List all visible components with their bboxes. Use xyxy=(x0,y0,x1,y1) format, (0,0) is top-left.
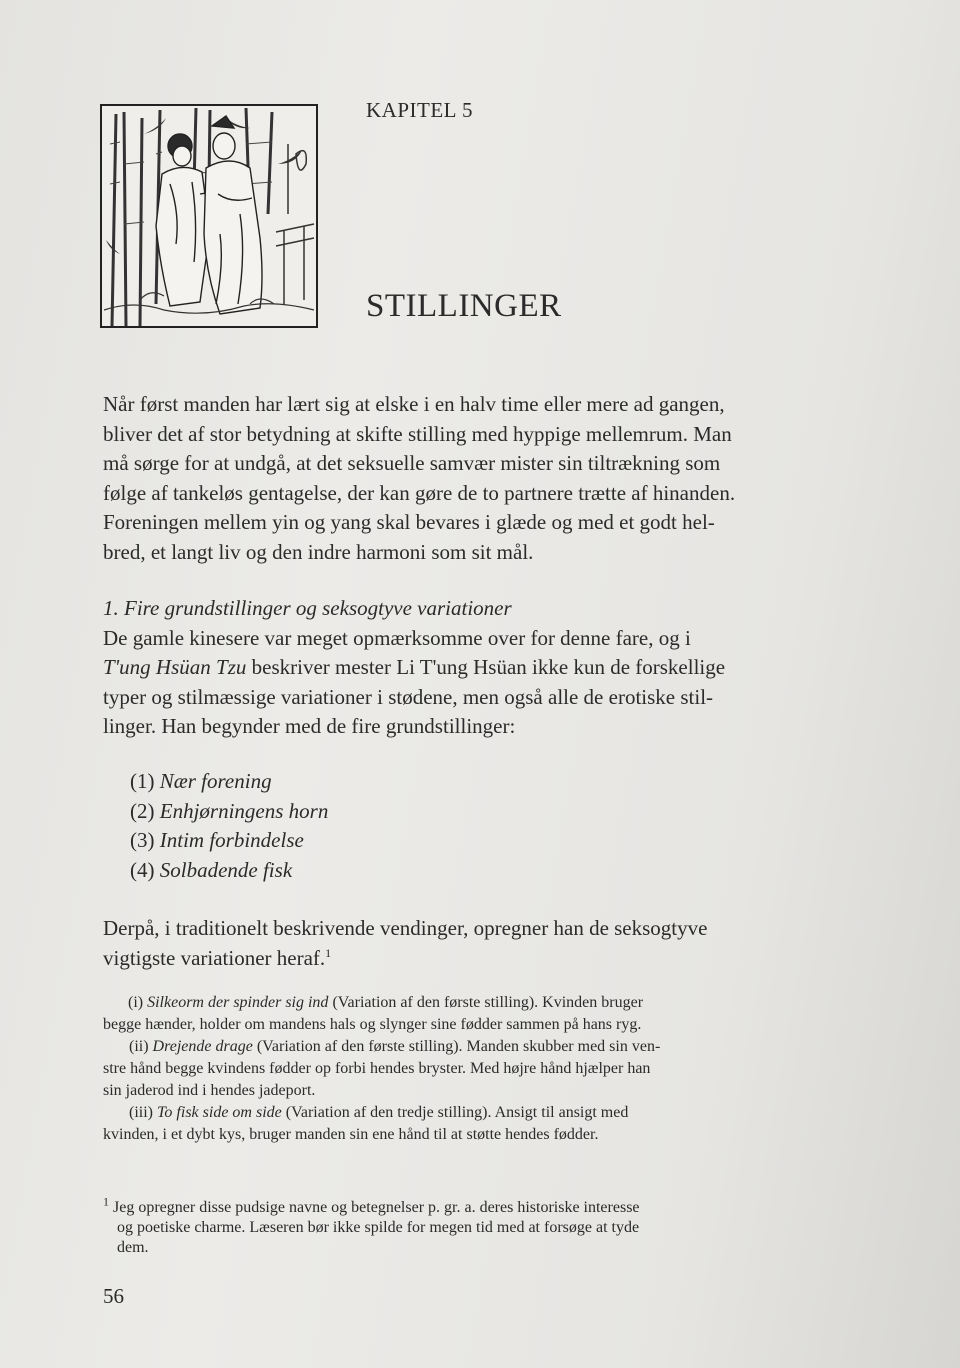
variation-text: (Variation af den første stilling). Manden skubber med sin ven- xyxy=(252,1038,661,1055)
chapter-title: STILLINGER xyxy=(366,288,562,324)
variations-list xyxy=(103,992,803,1146)
variation-name: To fisk side om side xyxy=(157,1104,282,1121)
intro-paragraph xyxy=(103,390,815,568)
text-line: Foreningen mellem yin og yang skal bevares i glæde og med et godt hel- xyxy=(103,510,715,535)
variation-line: begge hænder, holder om mandens hals og slynger sine fødder sammen på hans ryg. xyxy=(103,1016,642,1033)
item-name: Intim forbindelse xyxy=(159,828,304,852)
variation-text: (Variation af den tredje stilling). Ansigt til ansigt med xyxy=(281,1104,629,1121)
footnote-line: og poetiske charme. Læseren bør ikke spilde for megen tid med at forsøge at tyde xyxy=(117,1219,640,1236)
text-line: bliver det af stor betydning at skifte stilling med hyppige mellemrum. Man xyxy=(103,421,732,446)
chapter-label: KAPITEL 5 xyxy=(366,98,473,122)
item-number: (3) xyxy=(130,828,160,852)
list-item xyxy=(130,797,328,827)
section-paragraph xyxy=(103,594,815,742)
list-item xyxy=(130,826,328,856)
variation-line xyxy=(103,1102,803,1124)
text-line xyxy=(103,944,815,974)
text-span: beskriver mester Li T'ung Hsüan ikke kun de forskellige xyxy=(246,655,726,680)
text-line: Når først manden har lært sig at elske i en halv time eller mere ad gangen, xyxy=(103,392,725,416)
item-name: Nær forening xyxy=(159,769,272,793)
text-line: følge af tankeløs gentagelse, der kan gøre de to partnere trætte af hinanden. xyxy=(103,480,736,505)
footnote-line xyxy=(103,1194,803,1218)
variation-number: (i) xyxy=(128,994,148,1011)
list-item xyxy=(130,767,328,797)
text-line: bred, et langt liv og den indre harmoni som sit mål. xyxy=(103,539,534,564)
variation-name: Silkeorm der spinder sig ind xyxy=(147,994,329,1011)
variation-number: (iii) xyxy=(129,1104,157,1121)
variation-line: sin jaderod ind i hendes jadeport. xyxy=(103,1082,316,1099)
footnote-line: dem. xyxy=(117,1239,149,1256)
list-item xyxy=(130,856,328,886)
text-line: De gamle kinesere var meget opmærksomme over for denne fare, og i xyxy=(103,625,691,650)
after-list-paragraph xyxy=(103,914,815,973)
item-name: Solbadende fisk xyxy=(159,857,293,882)
footnote-reference[interactable]: 1 xyxy=(325,945,332,960)
woodcut-illustration xyxy=(100,104,318,328)
variation-line: stre hånd begge kvindens fødder op forbi hendes bryster. Med højre hånd hjælper han xyxy=(103,1060,651,1077)
text-line: linger. Han begynder med de fire grundstillinger: xyxy=(103,714,516,739)
variation-line: kvinden, i et dybt kys, bruger manden sin ene hånd til at støtte hendes fødder. xyxy=(103,1126,599,1143)
footnote-text: Jeg opregner disse pudsige navne og betegnelser p. gr. a. deres historiske interesse xyxy=(109,1199,640,1216)
footnote xyxy=(103,1194,803,1258)
text-line: må sørge for at undgå, at det seksuelle samvær mister sin tiltrækning som xyxy=(103,451,721,476)
variation-text: (Variation af den første stilling). Kvinden bruger xyxy=(328,994,644,1011)
variation-line xyxy=(103,992,803,1014)
basic-positions-list xyxy=(130,767,328,885)
item-name: Enhjørningens horn xyxy=(159,798,329,823)
variation-line xyxy=(103,1036,803,1058)
text-line xyxy=(103,653,815,683)
item-number: (2) xyxy=(130,798,160,823)
text-span: vigtigste variationer heraf. xyxy=(103,945,326,970)
variation-name: Drejende drage xyxy=(152,1038,253,1055)
item-number: (4) xyxy=(130,857,160,882)
text-line: Derpå, i traditionelt beskrivende vendinger, opregner han de seksogtyve xyxy=(103,916,708,940)
footnote-marker: 1 xyxy=(103,1194,109,1209)
page-number: 56 xyxy=(103,1284,124,1308)
book-title: T'ung Hsüan Tzu xyxy=(103,655,247,680)
variation-number: (ii) xyxy=(129,1038,153,1055)
item-number: (1) xyxy=(130,769,160,793)
text-line: typer og stilmæssige variationer i stødene, men også alle de erotiske stil- xyxy=(103,684,714,709)
section-heading: 1. Fire grundstillinger og seksogtyve variationer xyxy=(103,596,512,620)
